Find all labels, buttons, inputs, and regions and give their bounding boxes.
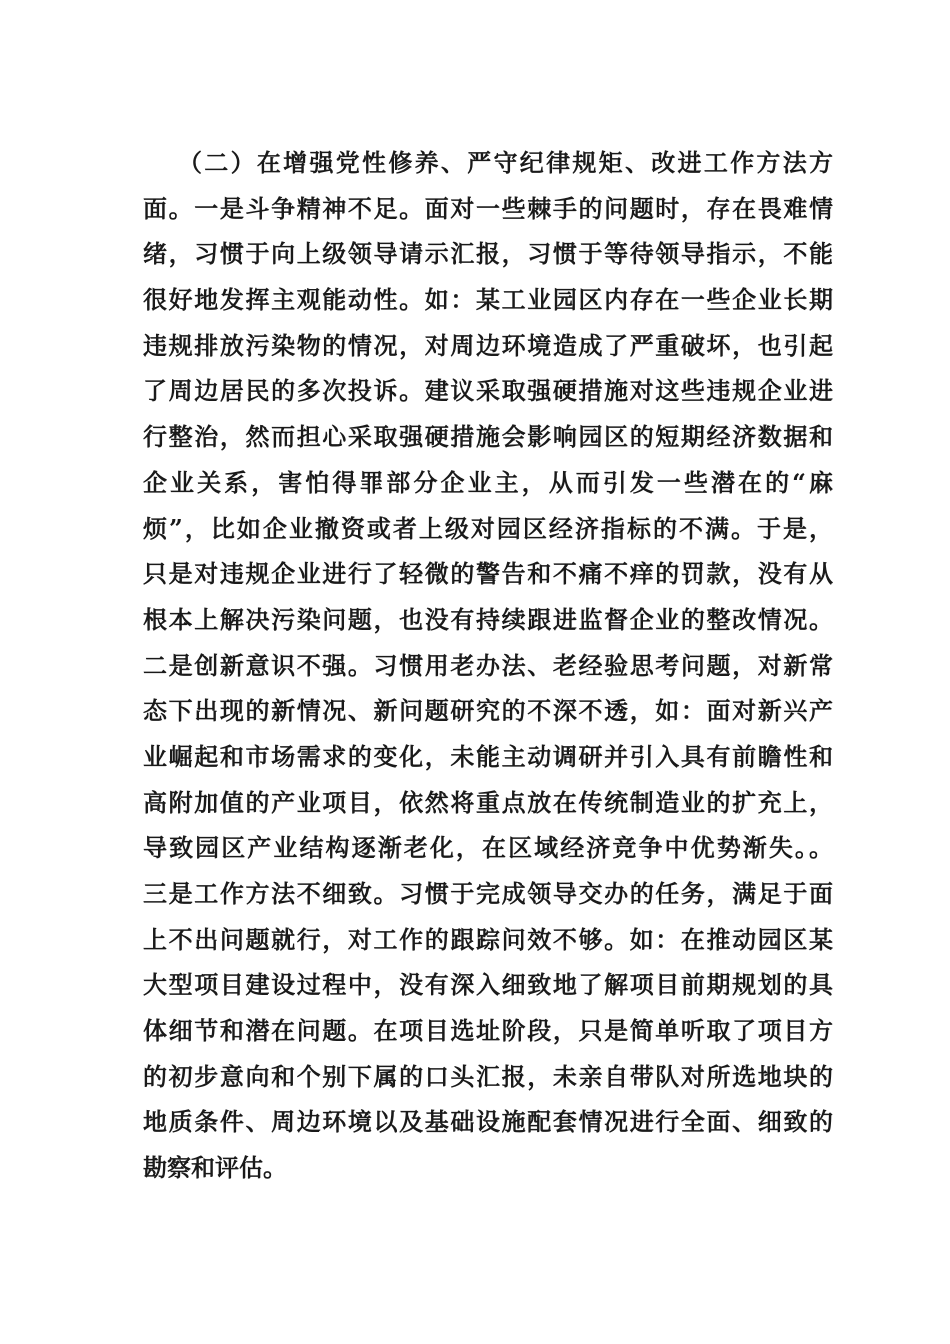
paragraph-line: 业崛起和市场需求的变化，未能主动调研并引入具有前瞻性和: [143, 741, 833, 771]
body-paragraph: [143, 140, 833, 1191]
paragraph-line: 企业关系，害怕得罪部分企业主，从而引发一些潜在的“麻: [143, 467, 833, 497]
paragraph-line: 绪，习惯于向上级领导请示汇报，习惯于等待领导指示，不能: [143, 239, 833, 269]
paragraph-line: 体细节和潜在问题。在项目选址阶段，只是简单听取了项目方: [143, 1016, 833, 1046]
paragraph-line: 面。一是斗争精神不足。面对一些棘手的问题时，存在畏难情: [143, 193, 833, 223]
paragraph-line: 很好地发挥主观能动性。如：某工业园区内存在一些企业长期: [143, 285, 833, 315]
paragraph-line: 违规排放污染物的情况，对周边环境造成了严重破坏，也引起: [143, 330, 833, 360]
paragraph-line: 态下出现的新情况、新问题研究的不深不透，如：面对新兴产: [143, 696, 833, 726]
paragraph-line: 根本上解决污染问题，也没有持续跟进监督企业的整改情况。: [143, 604, 833, 634]
paragraph-line: 高附加值的产业项目，依然将重点放在传统制造业的扩充上，: [143, 787, 833, 817]
paragraph-line: 只是对违规企业进行了轻微的警告和不痛不痒的罚款，没有从: [143, 559, 833, 589]
paragraph-line: 勘察和评估。: [143, 1153, 287, 1183]
paragraph-line: 的初步意向和个别下属的口头汇报，未亲自带队对所选地块的: [143, 1061, 833, 1091]
paragraph-line: 大型项目建设过程中，没有深入细致地了解项目前期规划的具: [143, 970, 833, 1000]
paragraph-line: 三是工作方法不细致。习惯于完成领导交办的任务，满足于面: [143, 879, 833, 908]
paragraph-line: 烦”，比如企业撤资或者上级对园区经济指标的不满。于是，: [143, 513, 833, 543]
paragraph-line: 了周边居民的多次投诉。建议采取强硬措施对这些违规企业进: [143, 376, 833, 406]
paragraph-line: 导致园区产业结构逐渐老化，在区域经济竞争中优势渐失。。: [143, 833, 833, 863]
paragraph-line: （二）在增强党性修养、严守纪律规矩、改进工作方法方: [178, 148, 833, 177]
paragraph-line: 上不出问题就行，对工作的跟踪问效不够。如：在推动园区某: [143, 924, 833, 954]
paragraph-line: 地质条件、周边环境以及基础设施配套情况进行全面、细致的: [143, 1107, 833, 1137]
paragraph-line: 二是创新意识不强。习惯用老办法、老经验思考问题，对新常: [143, 650, 833, 680]
paragraph-line: 行整治，然而担心采取强硬措施会影响园区的短期经济数据和: [143, 422, 833, 452]
